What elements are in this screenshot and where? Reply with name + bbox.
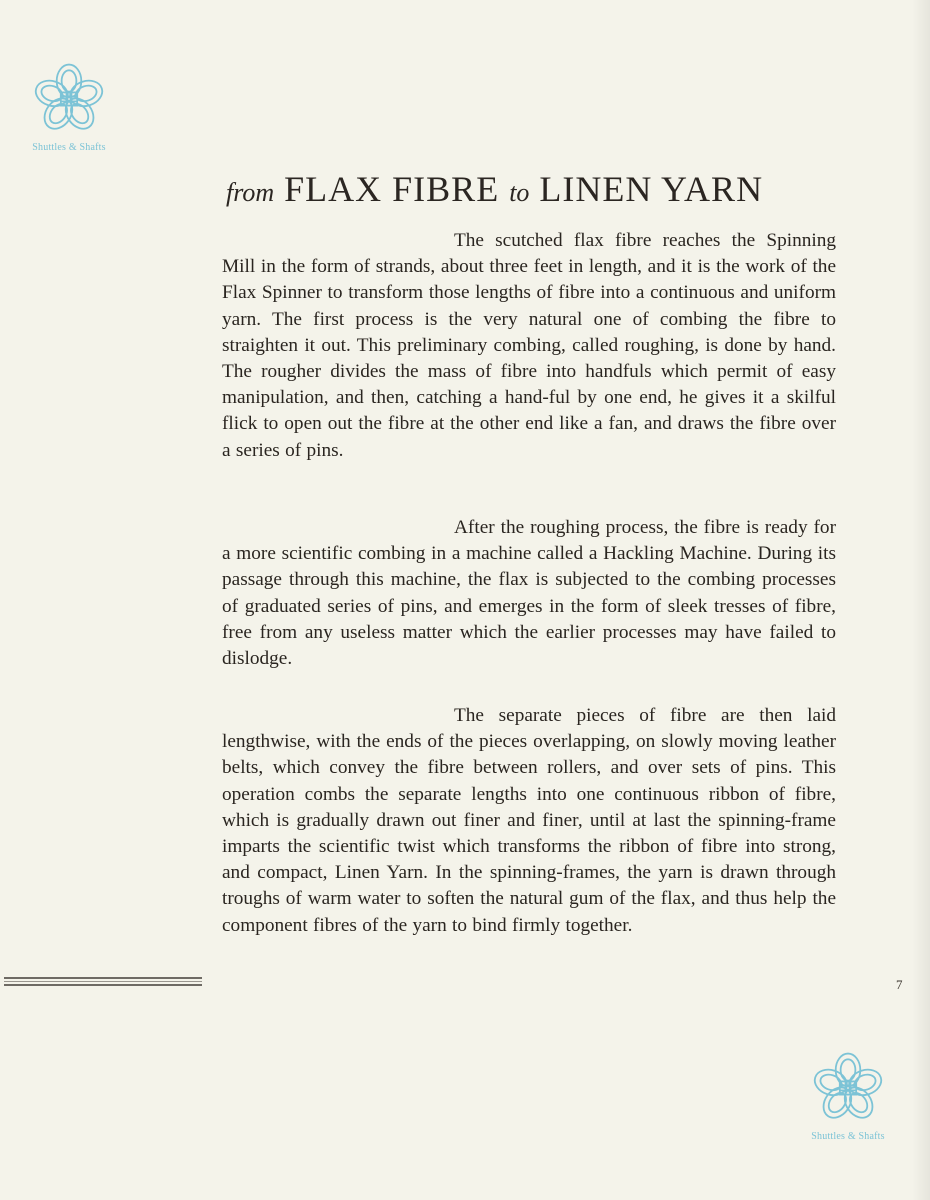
page-number: 7 [896, 977, 903, 992]
logo-caption-top: Shuttles & Shafts [32, 142, 106, 153]
logo-top [14, 58, 124, 153]
decorative-rule [4, 977, 202, 986]
title-flax-fibre: FLAX FIBRE [284, 169, 500, 209]
title-from: from [226, 178, 275, 207]
logo-bottom [793, 1047, 903, 1142]
flower-knot-icon [28, 58, 110, 140]
paragraph-hackling: After the roughing process, the fibre is ready for a more scientific combing in a machine called a Hackling Machine. During its passage through this machine, the flax is subjected to the combing processes of graduated series of pins, and emerges in the form of sleek tresses of fibre, free from any useless matter which the earlier processes may have failed to dislodge. [222, 517, 836, 670]
paragraph-spinning: The separate pieces of fibre are then laid lengthwise, with the ends of the pieces overlapping, on slowly moving leather belts, which convey the fibre between rollers, and over sets of pins. This operation combs the separate lengths into one continuous ribbon of fibre, which is gradually drawn out finer and finer, until at last the spinning-frame imparts the scientific twist which transforms the ribbon of fibre into strong, and compact, Linen Yarn. In the spinning-frames, the yarn is drawn through troughs of warm water to soften the natural gum of the flax, and thus help the component fibres of the yarn to bind firmly together. [222, 705, 836, 936]
logo-caption-bottom: Shuttles & Shafts [811, 1131, 885, 1142]
title-linen-yarn: LINEN YARN [539, 169, 764, 209]
paragraph-roughing: The scutched flax fibre reaches the Spinning Mill in the form of strands, about three feet in length, and it is the work of the Flax Spinner to transform those lengths of fibre into a continuous and uniform yarn. The first process is the very natural one of combing the fibre to straighten it out. This preliminary combing, called roughing, is done by hand. The rougher divides the mass of fibre into handfuls which permit of easy manipulation, and then, catching a hand-ful by one end, he gives it a skilful flick to open out the fibre at the other end like a fan, and draws the fibre over a series of pins. [222, 230, 836, 461]
title-to: to [509, 178, 530, 207]
flower-knot-icon [807, 1047, 889, 1129]
page-edge-shadow [912, 0, 930, 1200]
page-title [226, 168, 846, 210]
